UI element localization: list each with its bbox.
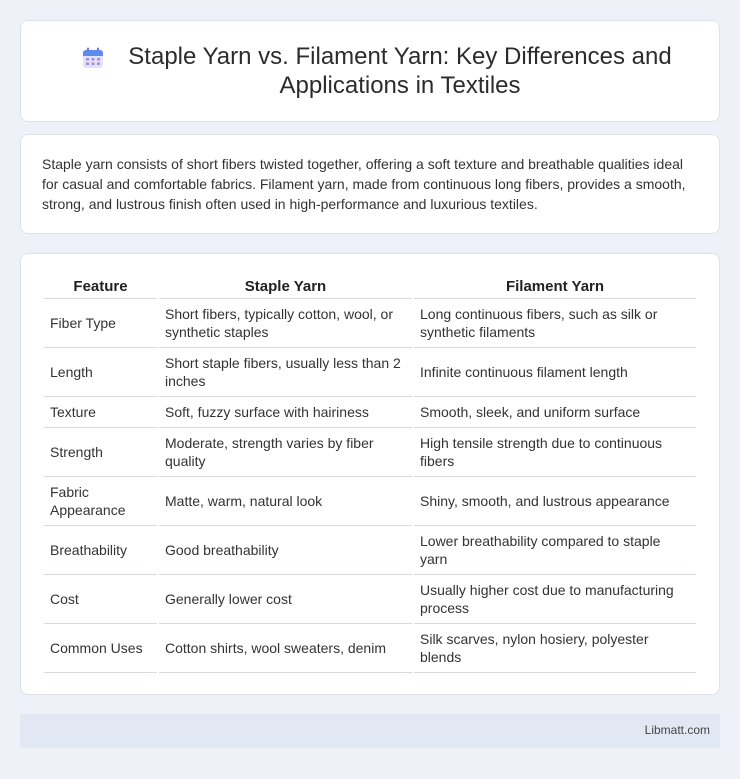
- table-cell-feature: Breathability: [44, 526, 157, 575]
- header-card: [20, 20, 720, 122]
- table-cell-filament: Smooth, sleek, and uniform surface: [414, 397, 696, 428]
- description-card: [20, 134, 720, 234]
- table-cell-filament: Infinite continuous filament length: [414, 348, 696, 397]
- comparison-table-card: [20, 253, 720, 695]
- footer-brand[interactable]: Libmatt.com: [644, 723, 710, 737]
- column-header-staple-yarn: Staple Yarn: [159, 274, 412, 299]
- table-cell-feature: Texture: [44, 397, 157, 428]
- table-cell-filament: Shiny, smooth, and lustrous appearance: [414, 477, 696, 526]
- table-cell-filament: Lower breathability compared to staple yarn: [414, 526, 696, 575]
- table-cell-feature: Strength: [44, 428, 157, 477]
- table-cell-feature: Common Uses: [44, 624, 157, 673]
- comparison-table: [42, 274, 698, 673]
- table-row: [44, 477, 696, 526]
- table-cell-feature: Cost: [44, 575, 157, 624]
- table-row: [44, 348, 696, 397]
- table-cell-filament: Silk scarves, nylon hosiery, polyester blends: [414, 624, 696, 673]
- column-header-filament-yarn: Filament Yarn: [414, 274, 696, 299]
- table-header-row: [44, 274, 696, 299]
- table-row: [44, 299, 696, 348]
- table-cell-staple: Moderate, strength varies by fiber quality: [159, 428, 412, 477]
- table-row: [44, 526, 696, 575]
- page-title: Staple Yarn vs. Filament Yarn: Key Differences and Applications in Textiles: [128, 43, 672, 99]
- table-cell-staple: Good breathability: [159, 526, 412, 575]
- table-row: [44, 575, 696, 624]
- table-cell-feature: Fabric Appearance: [44, 477, 157, 526]
- description-text: Staple yarn consists of short fibers twisted together, offering a soft texture and breathable qualities ideal for casual and comfortable fabrics. Filament yarn, made from continuous long fibers, provides a smooth, strong, and lustrous finish often used in high-performance and luxurious textiles.: [42, 156, 686, 212]
- table-cell-feature: Length: [44, 348, 157, 397]
- table-cell-feature: Fiber Type: [44, 299, 157, 348]
- footer: [20, 714, 720, 748]
- table-cell-staple: Soft, fuzzy surface with hairiness: [159, 397, 412, 428]
- table-row: [44, 397, 696, 428]
- table-cell-staple: Short fibers, typically cotton, wool, or synthetic staples: [159, 299, 412, 348]
- table-row: [44, 428, 696, 477]
- table-cell-filament: Long continuous fibers, such as silk or synthetic filaments: [414, 299, 696, 348]
- table-cell-filament: High tensile strength due to continuous fibers: [414, 428, 696, 477]
- table-cell-staple: Generally lower cost: [159, 575, 412, 624]
- table-cell-staple: Cotton shirts, wool sweaters, denim: [159, 624, 412, 673]
- table-cell-filament: Usually higher cost due to manufacturing process: [414, 575, 696, 624]
- table-cell-staple: Matte, warm, natural look: [159, 477, 412, 526]
- table-row: [44, 624, 696, 673]
- table-cell-staple: Short staple fibers, usually less than 2 inches: [159, 348, 412, 397]
- column-header-feature: Feature: [44, 274, 157, 299]
